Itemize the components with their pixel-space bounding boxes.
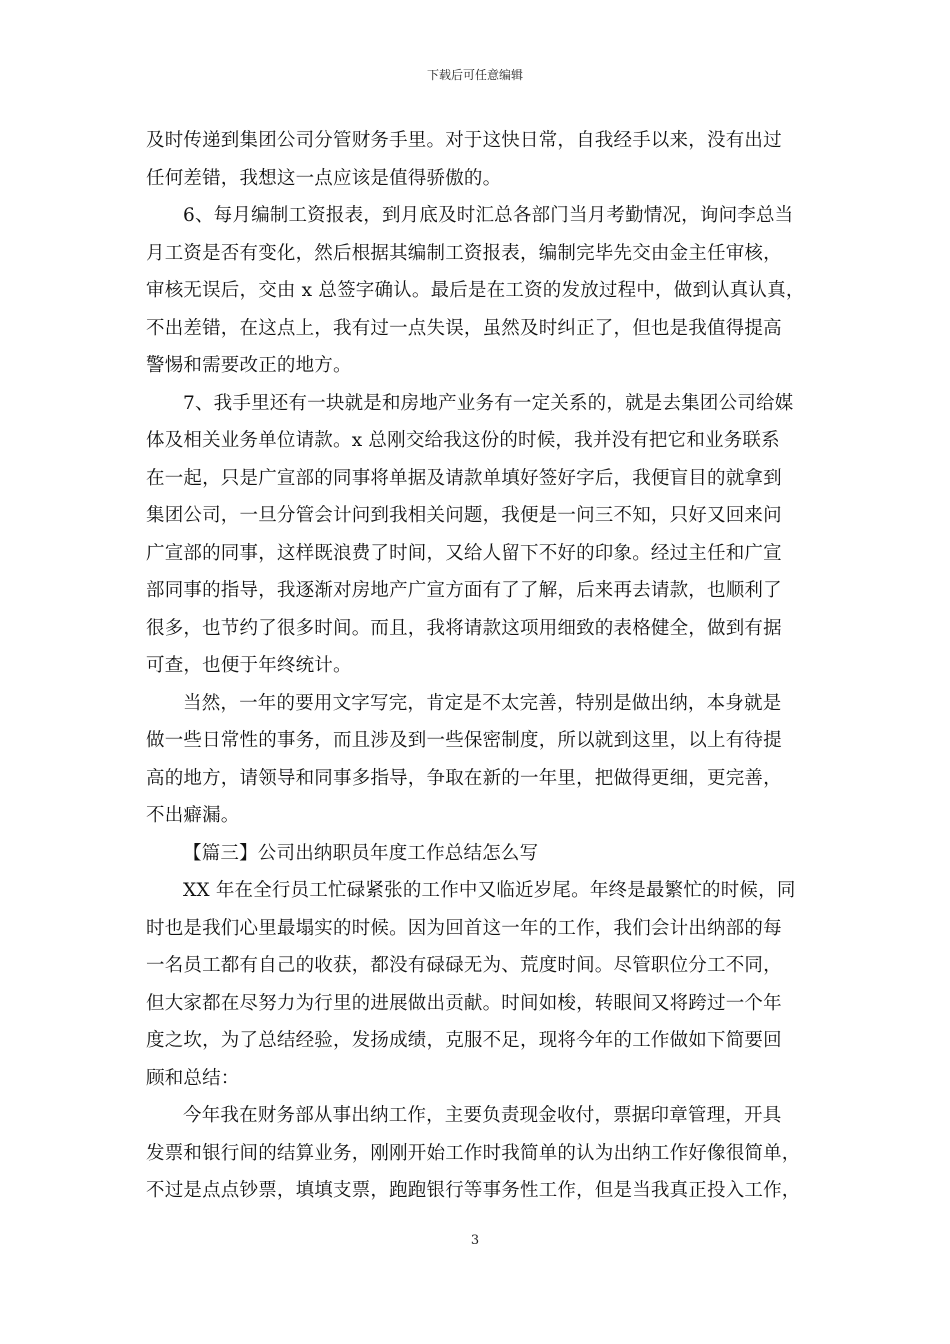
text-line: 当然，一年的要用文字写完，肯定是不太完善，特别是做出纳，本身就是: [183, 692, 782, 714]
document-body: [146, 122, 806, 1210]
text-line: 一名员工都有自己的收获，都没有碌碌无为、荒度时间。尽管职位分工不同，: [146, 955, 782, 976]
text-line: 不出癖漏。: [146, 805, 240, 826]
text-line: 在一起，只是广宣部的同事将单据及请款单填好签好字后，我便盲目的就拿到: [146, 467, 782, 489]
page-header: 下载后可任意编辑: [426, 68, 523, 82]
paragraph: [146, 685, 806, 835]
text-line: 任何差错，我想这一点应该是值得骄傲的。: [146, 167, 502, 189]
paragraph: [146, 835, 806, 873]
text-line: 7、我手里还有一块就是和房地产业务有一定关系的，就是去集团公司给媒: [183, 392, 794, 414]
text-line: 审核无误后，交由 x 总签字确认。最后是在工资的发放过程中，做到认真认真，: [146, 280, 805, 301]
text-line: 6、每月编制工资报表，到月底及时汇总各部门当月考勤情况，询问李总当: [183, 205, 794, 226]
text-line: 时也是我们心里最塌实的时候。因为回首这一年的工作，我们会计出纳部的每: [146, 917, 782, 939]
text-line: 部同事的指导，我逐渐对房地产广宣方面有了了解，后来再去请款，也顺利了: [146, 580, 782, 601]
text-line: 发票和银行间的结算业务，刚刚开始工作时我简单的认为出纳工作好像很简单，: [146, 1142, 801, 1164]
text-line: 不出差错，在这点上，我有过一点失误，虽然及时纠正了，但也是我值得提高: [146, 317, 782, 339]
paragraph: [146, 385, 806, 685]
page-number: 3: [470, 1233, 480, 1248]
text-line: 广宣部的同事，这样既浪费了时间，又给人留下不好的印象。经过主任和广宣: [146, 542, 782, 564]
text-line: 今年我在财务部从事出纳工作，主要负责现金收付，票据印章管理，开具: [183, 1105, 782, 1126]
text-line: 做一些日常性的事务，而且涉及到一些保密制度，所以就到这里，以上有待提: [146, 730, 782, 751]
paragraph: [146, 122, 806, 197]
text-line: 很多，也节约了很多时间。而且，我将请款这项用细致的表格健全，做到有据: [146, 617, 782, 639]
text-line: 不过是点点钞票，填填支票，跑跑银行等事务性工作，但是当我真正投入工作，: [146, 1180, 801, 1201]
text-line: 月工资是否有变化，然后根据其编制工资报表，编制完毕先交由金主任审核，: [146, 242, 782, 264]
text-line: 及时传递到集团公司分管财务手里。对于这快日常，自我经手以来，没有出过: [146, 130, 782, 151]
text-line: 集团公司，一旦分管会计问到我相关问题，我便是一问三不知，只好又回来问: [146, 505, 782, 526]
text-line: 体及相关业务单位请款。x 总刚交给我这份的时候，我并没有把它和业务联系: [146, 430, 780, 451]
text-line: 但大家都在尽努力为行里的进展做出贡献。时间如梭，转眼间又将跨过一个年: [146, 992, 782, 1014]
paragraph: [146, 872, 806, 1097]
text-line: XX 年在全行员工忙碌紧张的工作中又临近岁尾。年终是最繁忙的时候，同: [183, 880, 796, 901]
text-line: 高的地方，请领导和同事多指导，争取在新的一年里，把做得更细，更完善，: [146, 767, 782, 789]
text-line: 顾和总结：: [146, 1067, 240, 1089]
paragraph: [146, 197, 806, 385]
text-line: 度之坎，为了总结经验，发扬成绩，克服不足，现将今年的工作做如下简要回: [146, 1030, 782, 1051]
text-line: 【篇三】公司出纳职员年度工作总结怎么写: [183, 842, 539, 864]
paragraph: [146, 1097, 806, 1210]
text-line: 警惕和需要改正的地方。: [146, 355, 352, 376]
text-line: 可查，也便于年终统计。: [146, 655, 352, 676]
